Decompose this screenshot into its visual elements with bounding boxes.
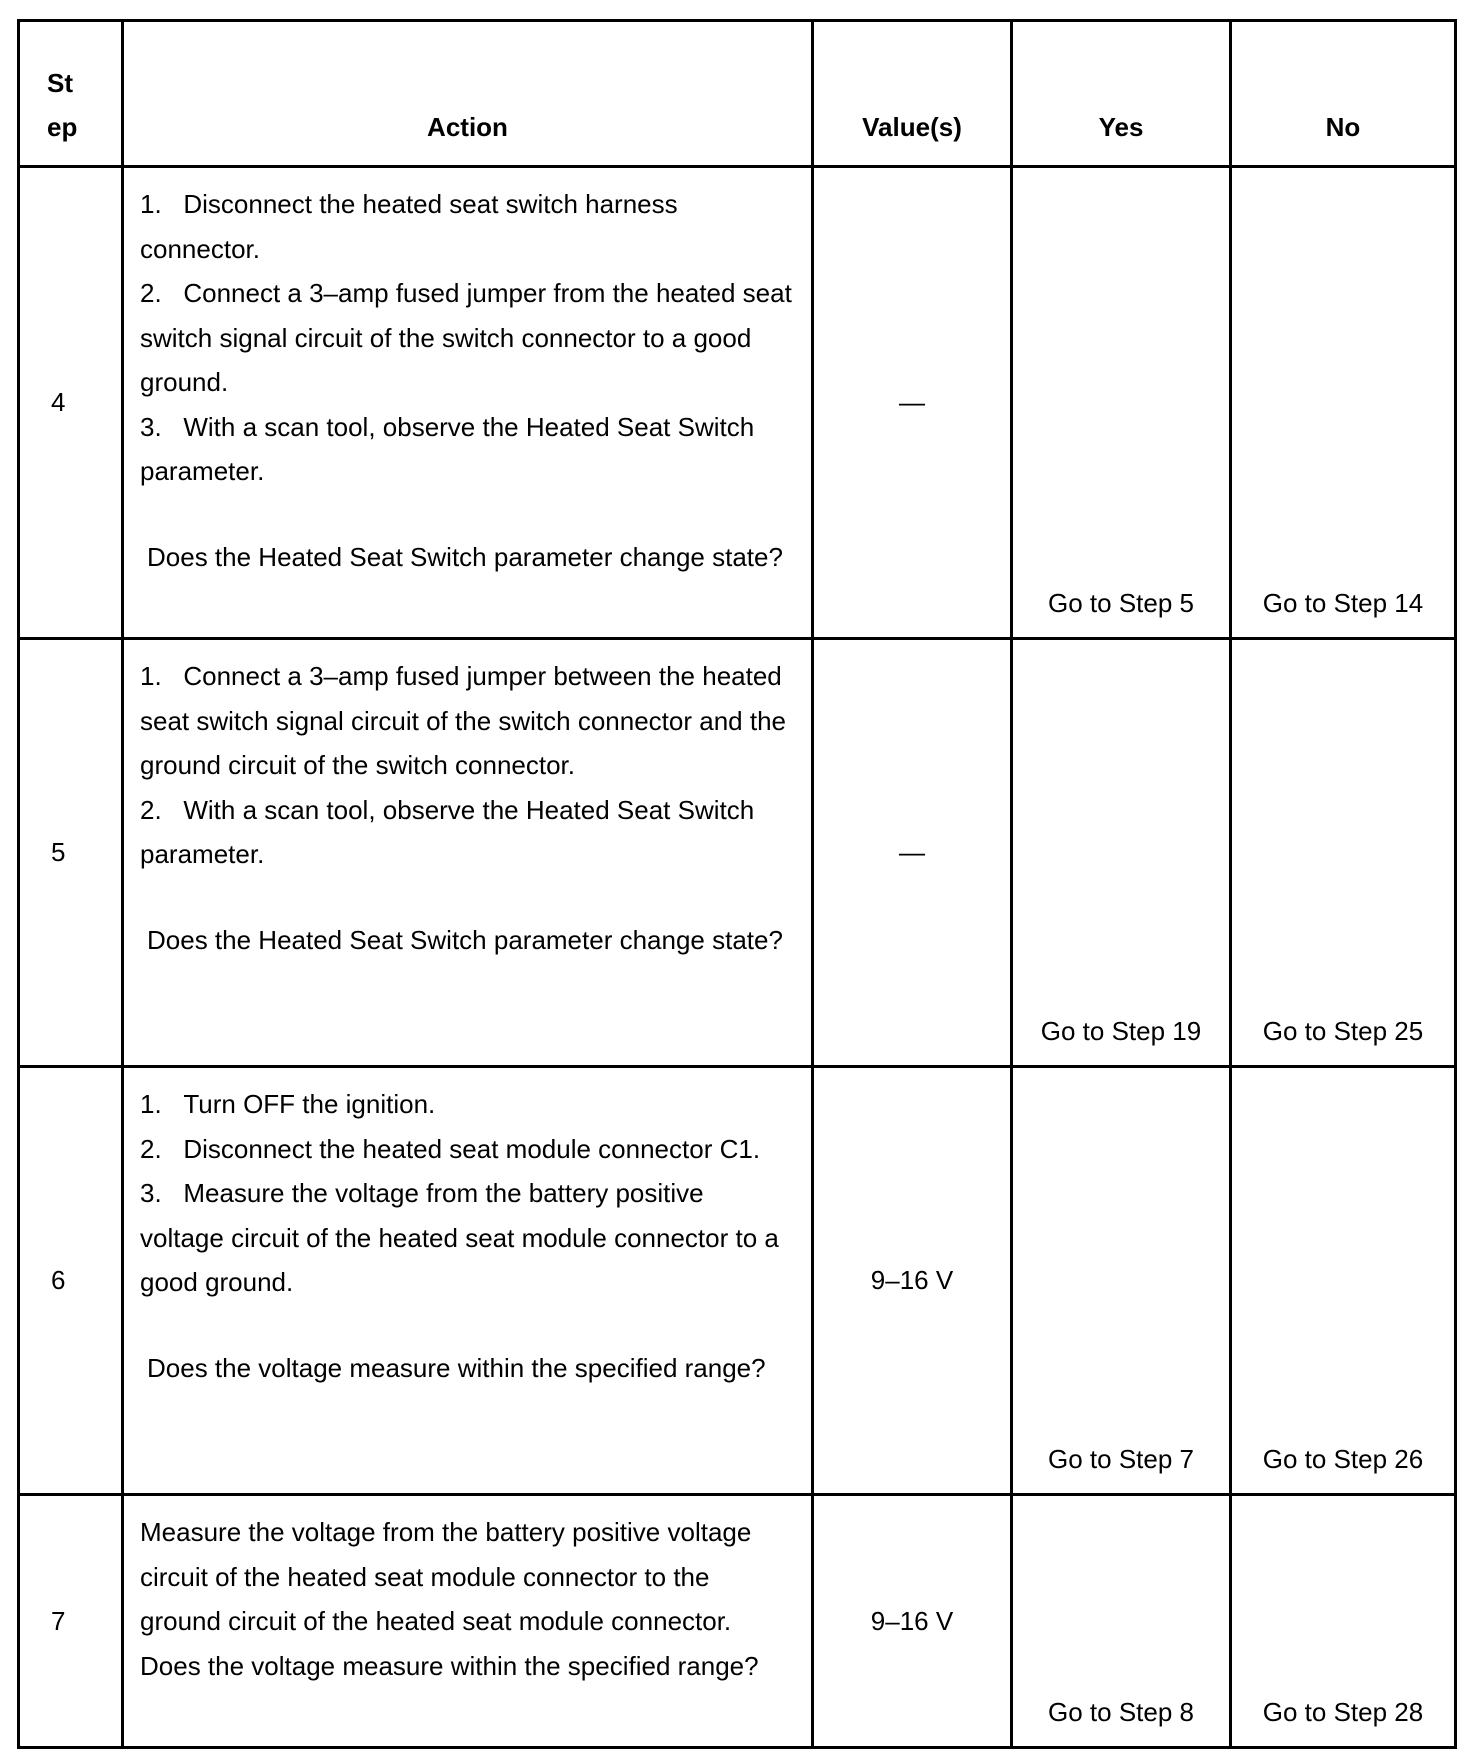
value-cell: —: [813, 639, 1012, 1067]
action-cell: [123, 1067, 813, 1495]
step-number: 7: [19, 1495, 123, 1748]
header-no: No: [1231, 21, 1456, 167]
action-line: 2. Connect a 3–amp fused jumper from the heated seat switch signal circuit of the switch connector to a good ground.: [140, 278, 792, 397]
table-row: [19, 1495, 1456, 1748]
value-cell: 9–16 V: [813, 1495, 1012, 1748]
header-action: Action: [123, 21, 813, 167]
header-values: Value(s): [813, 21, 1012, 167]
step-number: 4: [19, 167, 123, 639]
no-cell: Go to Step 14: [1231, 167, 1456, 639]
yes-cell: Go to Step 19: [1012, 639, 1231, 1067]
action-line: 3. Measure the voltage from the battery positive voltage circuit of the heated seat module connector to a good ground.: [140, 1178, 779, 1297]
header-step: St ep: [19, 21, 123, 167]
table-row: [19, 1067, 1456, 1495]
action-question: Measure the voltage from the battery positive voltage circuit of the heated seat module connector to the ground circuit of the heated seat module connector. Does the voltage measure within the specified range?: [140, 1517, 759, 1681]
action-line: 3. With a scan tool, observe the Heated Seat Switch parameter.: [140, 411, 755, 486]
header-row: [19, 21, 1456, 167]
header-yes: Yes: [1012, 21, 1231, 167]
step-number: 5: [19, 639, 123, 1067]
action-cell: [123, 1495, 813, 1748]
no-cell: Go to Step 25: [1231, 639, 1456, 1067]
action-line: 1. Turn OFF the ignition.: [140, 1089, 436, 1119]
diagnostic-table: [17, 19, 1457, 1749]
value-cell: —: [813, 167, 1012, 639]
no-cell: Go to Step 26: [1231, 1067, 1456, 1495]
value-cell: 9–16 V: [813, 1067, 1012, 1495]
table-row: [19, 639, 1456, 1067]
yes-cell: Go to Step 7: [1012, 1067, 1231, 1495]
yes-cell: Go to Step 8: [1012, 1495, 1231, 1748]
action-question: Does the Heated Seat Switch parameter change state?: [147, 541, 783, 572]
action-line: 2. With a scan tool, observe the Heated Seat Switch parameter.: [140, 794, 755, 869]
table-row: [19, 167, 1456, 639]
action-cell: [123, 167, 813, 639]
action-line: 2. Disconnect the heated seat module connector C1.: [140, 1133, 761, 1164]
action-question: Does the Heated Seat Switch parameter change state?: [147, 924, 783, 955]
yes-cell: Go to Step 5: [1012, 167, 1231, 639]
step-number: 6: [19, 1067, 123, 1495]
no-cell: Go to Step 28: [1231, 1495, 1456, 1748]
action-line: 1. Disconnect the heated seat switch harness connector.: [140, 189, 678, 264]
action-question: Does the voltage measure within the specified range?: [147, 1352, 766, 1383]
action-line: 1. Connect a 3–amp fused jumper between the heated seat switch signal circuit of the switch connector and the ground circuit of the switch connector.: [140, 661, 786, 780]
action-cell: [123, 639, 813, 1067]
